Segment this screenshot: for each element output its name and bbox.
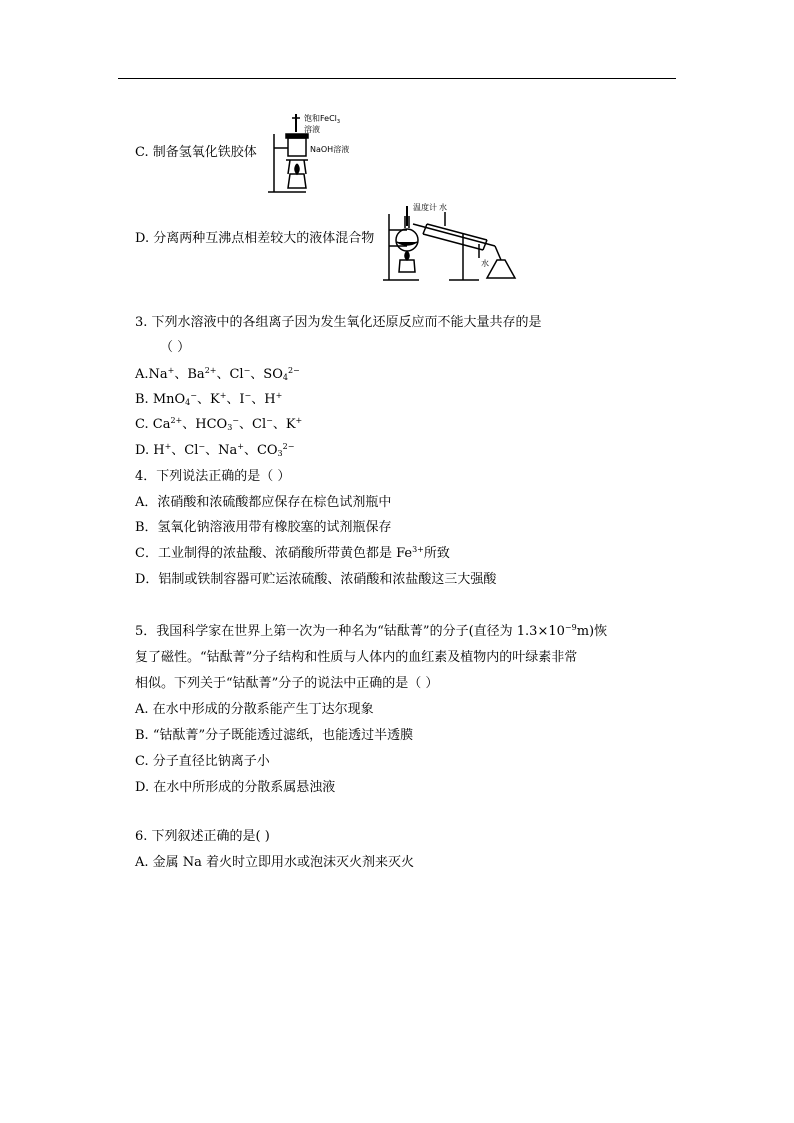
distillation-apparatus-figure <box>383 196 519 284</box>
svg-text:NaOH溶液: NaOH溶液 <box>310 145 350 154</box>
q3-option-b: B. MnO$_4$−、K+、I−、H+ <box>135 391 283 407</box>
q5-stem-line3: 相似。下列关于“钴酞菁”分子的说法中正确的是（ ） <box>135 676 439 691</box>
q3-stem: 3. 下列水溶液中的各组离子因为发生氧化还原反应而不能大量共存的是 <box>135 315 542 330</box>
alcohol-lamp <box>399 260 415 272</box>
q5-stem-line1: 5．我国科学家在世界上第一次为一种名为“钴酞菁”的分子(直径为 $1.3\times 10^{-9}m$)恢 <box>135 623 608 639</box>
svg-text:溶液: 溶液 <box>304 125 320 134</box>
q3-answer-paren: （ ） <box>160 340 191 355</box>
svg-text:饱和FeCl3: 饱和FeCl$_3$ <box>304 114 341 125</box>
svg-text:温度计: 温度计 <box>413 203 437 212</box>
q2-option-c: C. 制备氢氧化铁胶体 <box>135 145 257 160</box>
svg-text:水: 水 <box>481 259 489 268</box>
q4-stem: 4．下列说法正确的是（ ） <box>135 469 291 484</box>
q4-option-d: D．铝制或铁制容器可贮运浓硫酸、浓硝酸和浓盐酸这三大强酸 <box>135 572 497 587</box>
q5-option-a: A. 在水中形成的分散系能产生丁达尔现象 <box>135 702 374 717</box>
beaker <box>288 138 306 156</box>
q4-option-c: C．工业制得的浓盐酸、浓硝酸所带黄色都是 $Fe^{3+}$所致 <box>135 545 450 561</box>
q3-option-c: C. $Ca^{2+}$、$HCO_3^-$、Cl−、K+ <box>135 416 303 432</box>
q5-option-d: D. 在水中所形成的分散系属悬浊液 <box>135 780 336 795</box>
q4-option-a: A．浓硝酸和浓硫酸都应保存在棕色试剂瓶中 <box>135 495 392 510</box>
header-rule <box>118 78 676 79</box>
q6-option-a: A. 金属 Na 着火时立即用水或泡沫灭火剂来灭火 <box>135 855 415 870</box>
q3-option-d: D. H+、Cl−、Na+、$CO_3^{2-}$ <box>135 442 295 458</box>
q4-option-b: B．氢氧化钠溶液用带有橡胶塞的试剂瓶保存 <box>135 520 392 535</box>
distilling-flask <box>396 229 418 251</box>
q5-option-b: B. “钴酞菁”分子既能透过滤纸，也能透过半透膜 <box>135 728 414 743</box>
q6-stem: 6. 下列叙述正确的是( ) <box>135 829 270 844</box>
receiving-flask <box>487 260 515 278</box>
svg-text:水: 水 <box>439 203 447 212</box>
ferric-hydroxide-colloid-apparatus-figure <box>266 112 362 196</box>
q3-option-a: A.Na+、$Ba^{2+}$、Cl−、$SO_4^{2-}$ <box>135 366 300 382</box>
alcohol-lamp <box>288 174 306 188</box>
q5-stem-line2: 复了磁性。“钴酞菁”分子结构和性质与人体内的血红素及植物内的叶绿素非常 <box>135 650 578 665</box>
q5-option-c: C. 分子直径比钠离子小 <box>135 754 270 769</box>
q2-option-d: D. 分离两种互沸点相差较大的液体混合物 <box>135 231 375 246</box>
